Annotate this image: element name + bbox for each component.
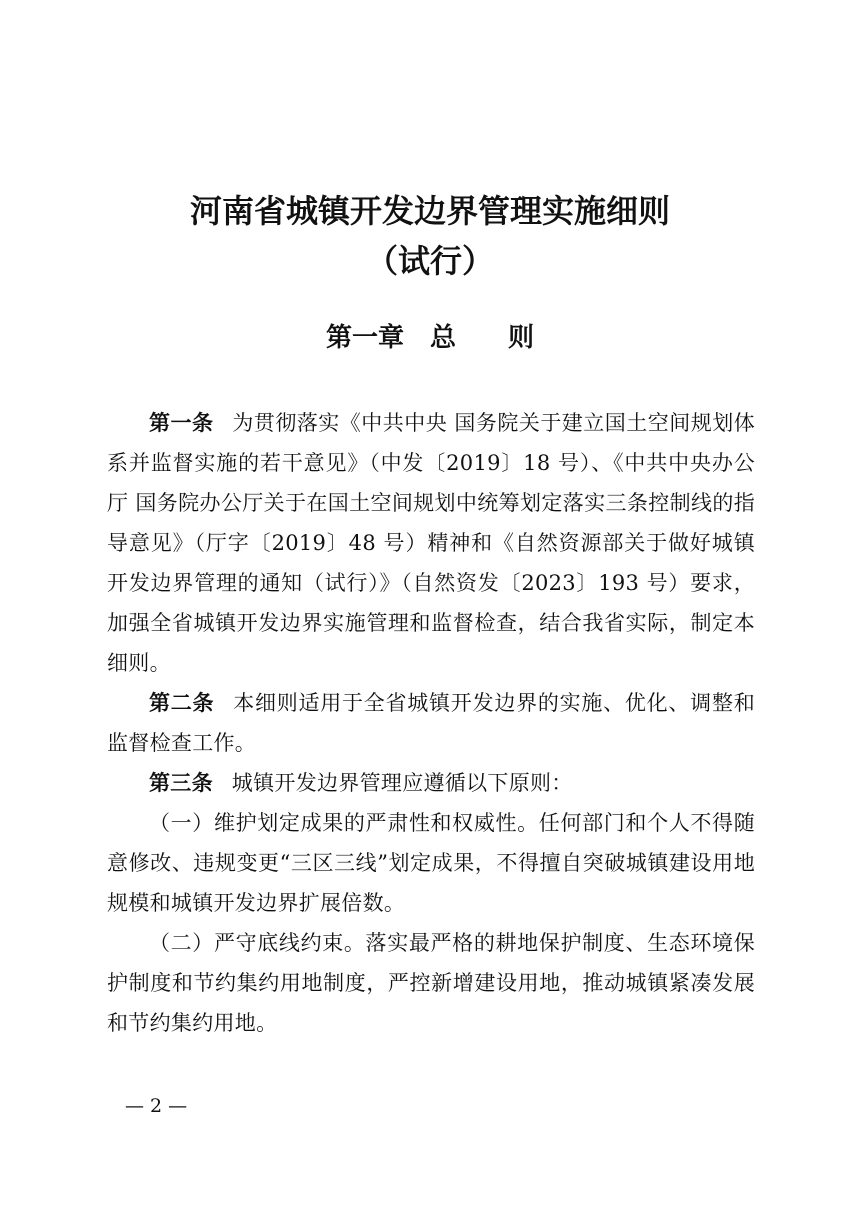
document-body <box>107 403 755 1043</box>
article-2-text: 本细则适用于全省城镇开发边界的实施、优化、调整和监督检查工作。 <box>107 691 756 755</box>
page-number: — 2 — <box>125 1095 188 1117</box>
document-title <box>0 186 860 286</box>
article-3-label: 第三条 <box>149 771 213 795</box>
chapter-title: 第一章 总 则 <box>325 323 534 353</box>
article-1-text: 为贯彻落实《中共中央 国务院关于建立国土空间规划体系并监督实施的若干意见》（中发〔2019〕18 号）、《中共中央办公厅 国务院办公厅关于在国土空间规划中统筹划定落实三条控制线的指导意见》（厅字〔2019〕48 号）精神和《自然资源部关于做好城镇开发边界管理的通知（试行）》（自然资发〔2023〕193 号）要求，加强全省城镇开发边界实施管理和监督检查，结合我省实际，制定本细则。 <box>107 411 755 675</box>
document-title-line1: 河南省城镇开发边界管理实施细则 <box>189 192 670 230</box>
principle-1: （一）维护划定成果的严肃性和权威性。任何部门和个人不得随意修改、违规变更“三区三线”划定成果，不得擅自突破城镇建设用地规模和城镇开发边界扩展倍数。 <box>107 811 755 915</box>
principle-2: （二）严守底线约束。落实最严格的耕地保护制度、生态环境保护制度和节约集约用地制度，严控新增建设用地，推动城镇紧凑发展和节约集约用地。 <box>107 931 755 1035</box>
article-3 <box>107 763 755 803</box>
article-1-label: 第一条 <box>149 411 214 435</box>
article-1 <box>107 403 755 683</box>
article-2 <box>107 683 755 763</box>
article-2-label: 第二条 <box>149 691 215 715</box>
article-3-text: 城镇开发边界管理应遵循以下原则： <box>231 771 573 795</box>
document-title-line2: （试行） <box>365 242 494 280</box>
